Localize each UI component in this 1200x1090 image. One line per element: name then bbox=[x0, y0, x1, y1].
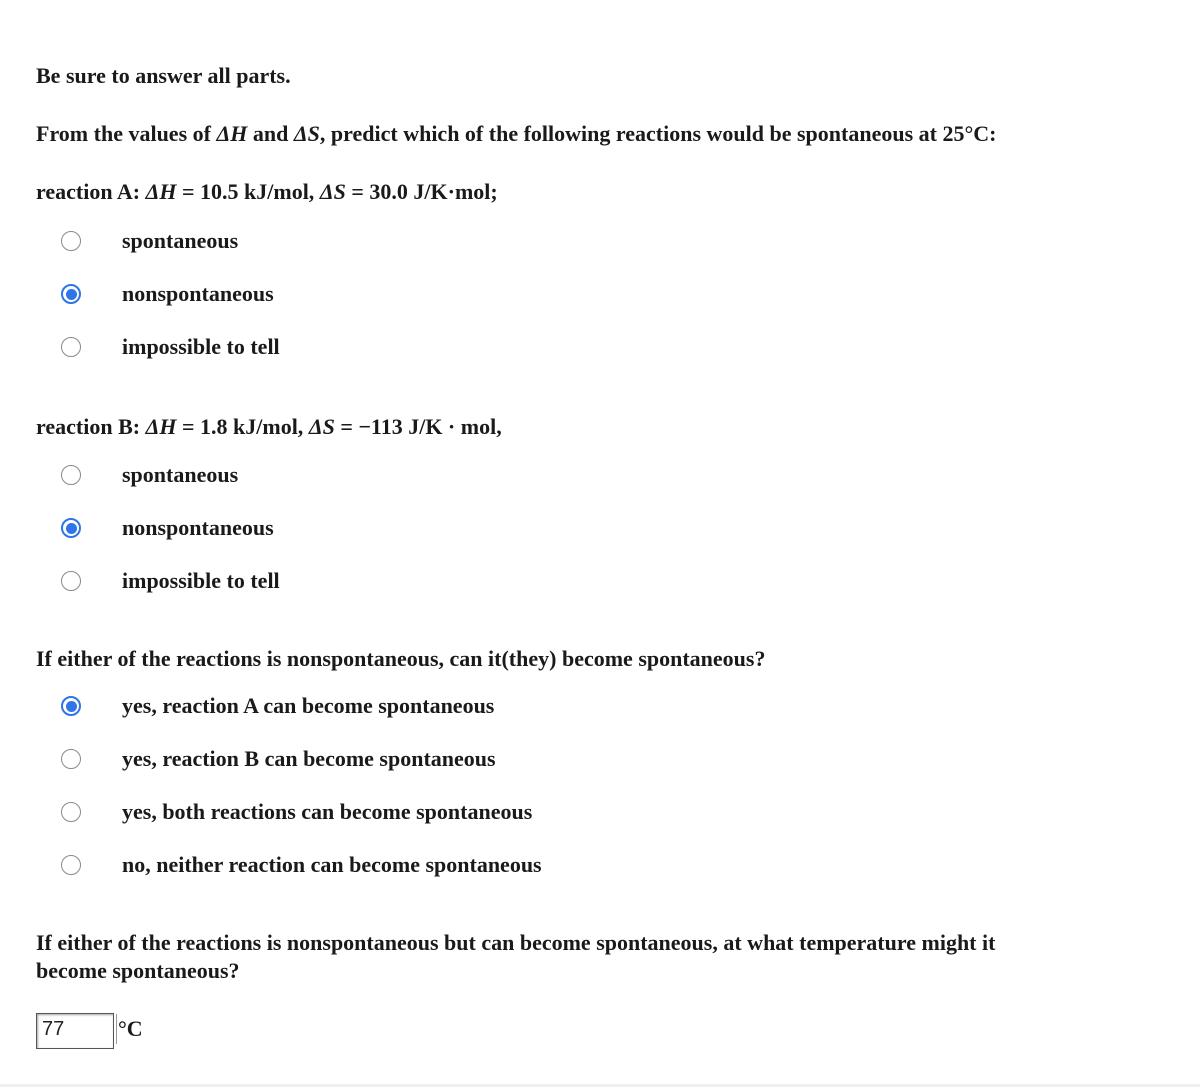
temperature-input[interactable]: 77 bbox=[36, 1013, 114, 1049]
reaction-a-dh-symbol: ΔH bbox=[145, 179, 177, 204]
option-label: no, neither reaction can become spontaneous bbox=[122, 852, 542, 877]
intro-prefix: From the values of bbox=[36, 121, 217, 146]
intro-suffix: , predict which of the following reactions would be spontaneous at 25°C: bbox=[319, 121, 997, 146]
radio-button[interactable] bbox=[61, 231, 81, 251]
option-label: nonspontaneous bbox=[122, 281, 274, 306]
bottom-divider bbox=[0, 1084, 1200, 1087]
reaction-b-heading bbox=[36, 413, 502, 441]
question-temperature-line2: become spontaneous? bbox=[36, 958, 240, 983]
option-label: nonspontaneous bbox=[122, 515, 274, 540]
radio-button-selected[interactable] bbox=[61, 696, 81, 716]
option-label: yes, reaction A can become spontaneous bbox=[122, 693, 495, 718]
q3-option-neither[interactable] bbox=[61, 850, 542, 880]
radio-button[interactable] bbox=[61, 337, 81, 357]
reaction-a-dh-value: = 10.5 kJ/mol, bbox=[176, 179, 320, 204]
instructions: Be sure to answer all parts. bbox=[36, 63, 291, 88]
intro-and: and bbox=[247, 121, 294, 146]
reaction-a-option-spontaneous[interactable] bbox=[61, 226, 238, 256]
q3-option-both[interactable] bbox=[61, 797, 532, 827]
reaction-b-label: reaction B: bbox=[36, 414, 146, 439]
question-temperature-line1: If either of the reactions is nonspontaneous but can become spontaneous, at what temperature might it bbox=[36, 930, 996, 955]
q3-option-b[interactable] bbox=[61, 744, 496, 774]
option-label: yes, both reactions can become spontaneous bbox=[122, 799, 533, 824]
option-label: impossible to tell bbox=[122, 568, 280, 593]
reaction-b-ds-symbol: ΔS bbox=[308, 414, 335, 439]
radio-button[interactable] bbox=[61, 855, 81, 875]
reaction-b-option-spontaneous[interactable] bbox=[61, 460, 238, 490]
radio-button[interactable] bbox=[61, 465, 81, 485]
delta-s-symbol: ΔS bbox=[293, 121, 320, 146]
option-label: yes, reaction B can become spontaneous bbox=[122, 746, 496, 771]
option-label: spontaneous bbox=[122, 228, 239, 253]
reaction-a-heading bbox=[36, 178, 498, 206]
reaction-a-option-nonspontaneous[interactable] bbox=[61, 279, 274, 309]
q3-option-a[interactable] bbox=[61, 691, 494, 721]
reaction-b-ds-value: = −113 J/K · mol, bbox=[334, 414, 502, 439]
radio-button[interactable] bbox=[61, 749, 81, 769]
intro-question bbox=[36, 120, 996, 148]
reaction-a-option-impossible[interactable] bbox=[61, 332, 280, 362]
reaction-a-ds-symbol: ΔS bbox=[319, 179, 346, 204]
option-label: impossible to tell bbox=[122, 334, 280, 359]
delta-h-symbol: ΔH bbox=[216, 121, 248, 146]
question-become-spontaneous: If either of the reactions is nonspontaneous, can it(they) become spontaneous? bbox=[36, 646, 766, 671]
radio-button[interactable] bbox=[61, 571, 81, 591]
reaction-b-option-impossible[interactable] bbox=[61, 566, 280, 596]
temperature-unit: °C bbox=[116, 1014, 143, 1044]
radio-button-selected[interactable] bbox=[61, 518, 81, 538]
option-label: spontaneous bbox=[122, 462, 239, 487]
reaction-b-dh-value: = 1.8 kJ/mol, bbox=[176, 414, 309, 439]
reaction-b-option-nonspontaneous[interactable] bbox=[61, 513, 274, 543]
radio-button[interactable] bbox=[61, 802, 81, 822]
radio-button-selected[interactable] bbox=[61, 284, 81, 304]
reaction-b-dh-symbol: ΔH bbox=[145, 414, 177, 439]
reaction-a-ds-value: = 30.0 J/K·mol; bbox=[345, 179, 498, 204]
reaction-a-label: reaction A: bbox=[36, 179, 146, 204]
